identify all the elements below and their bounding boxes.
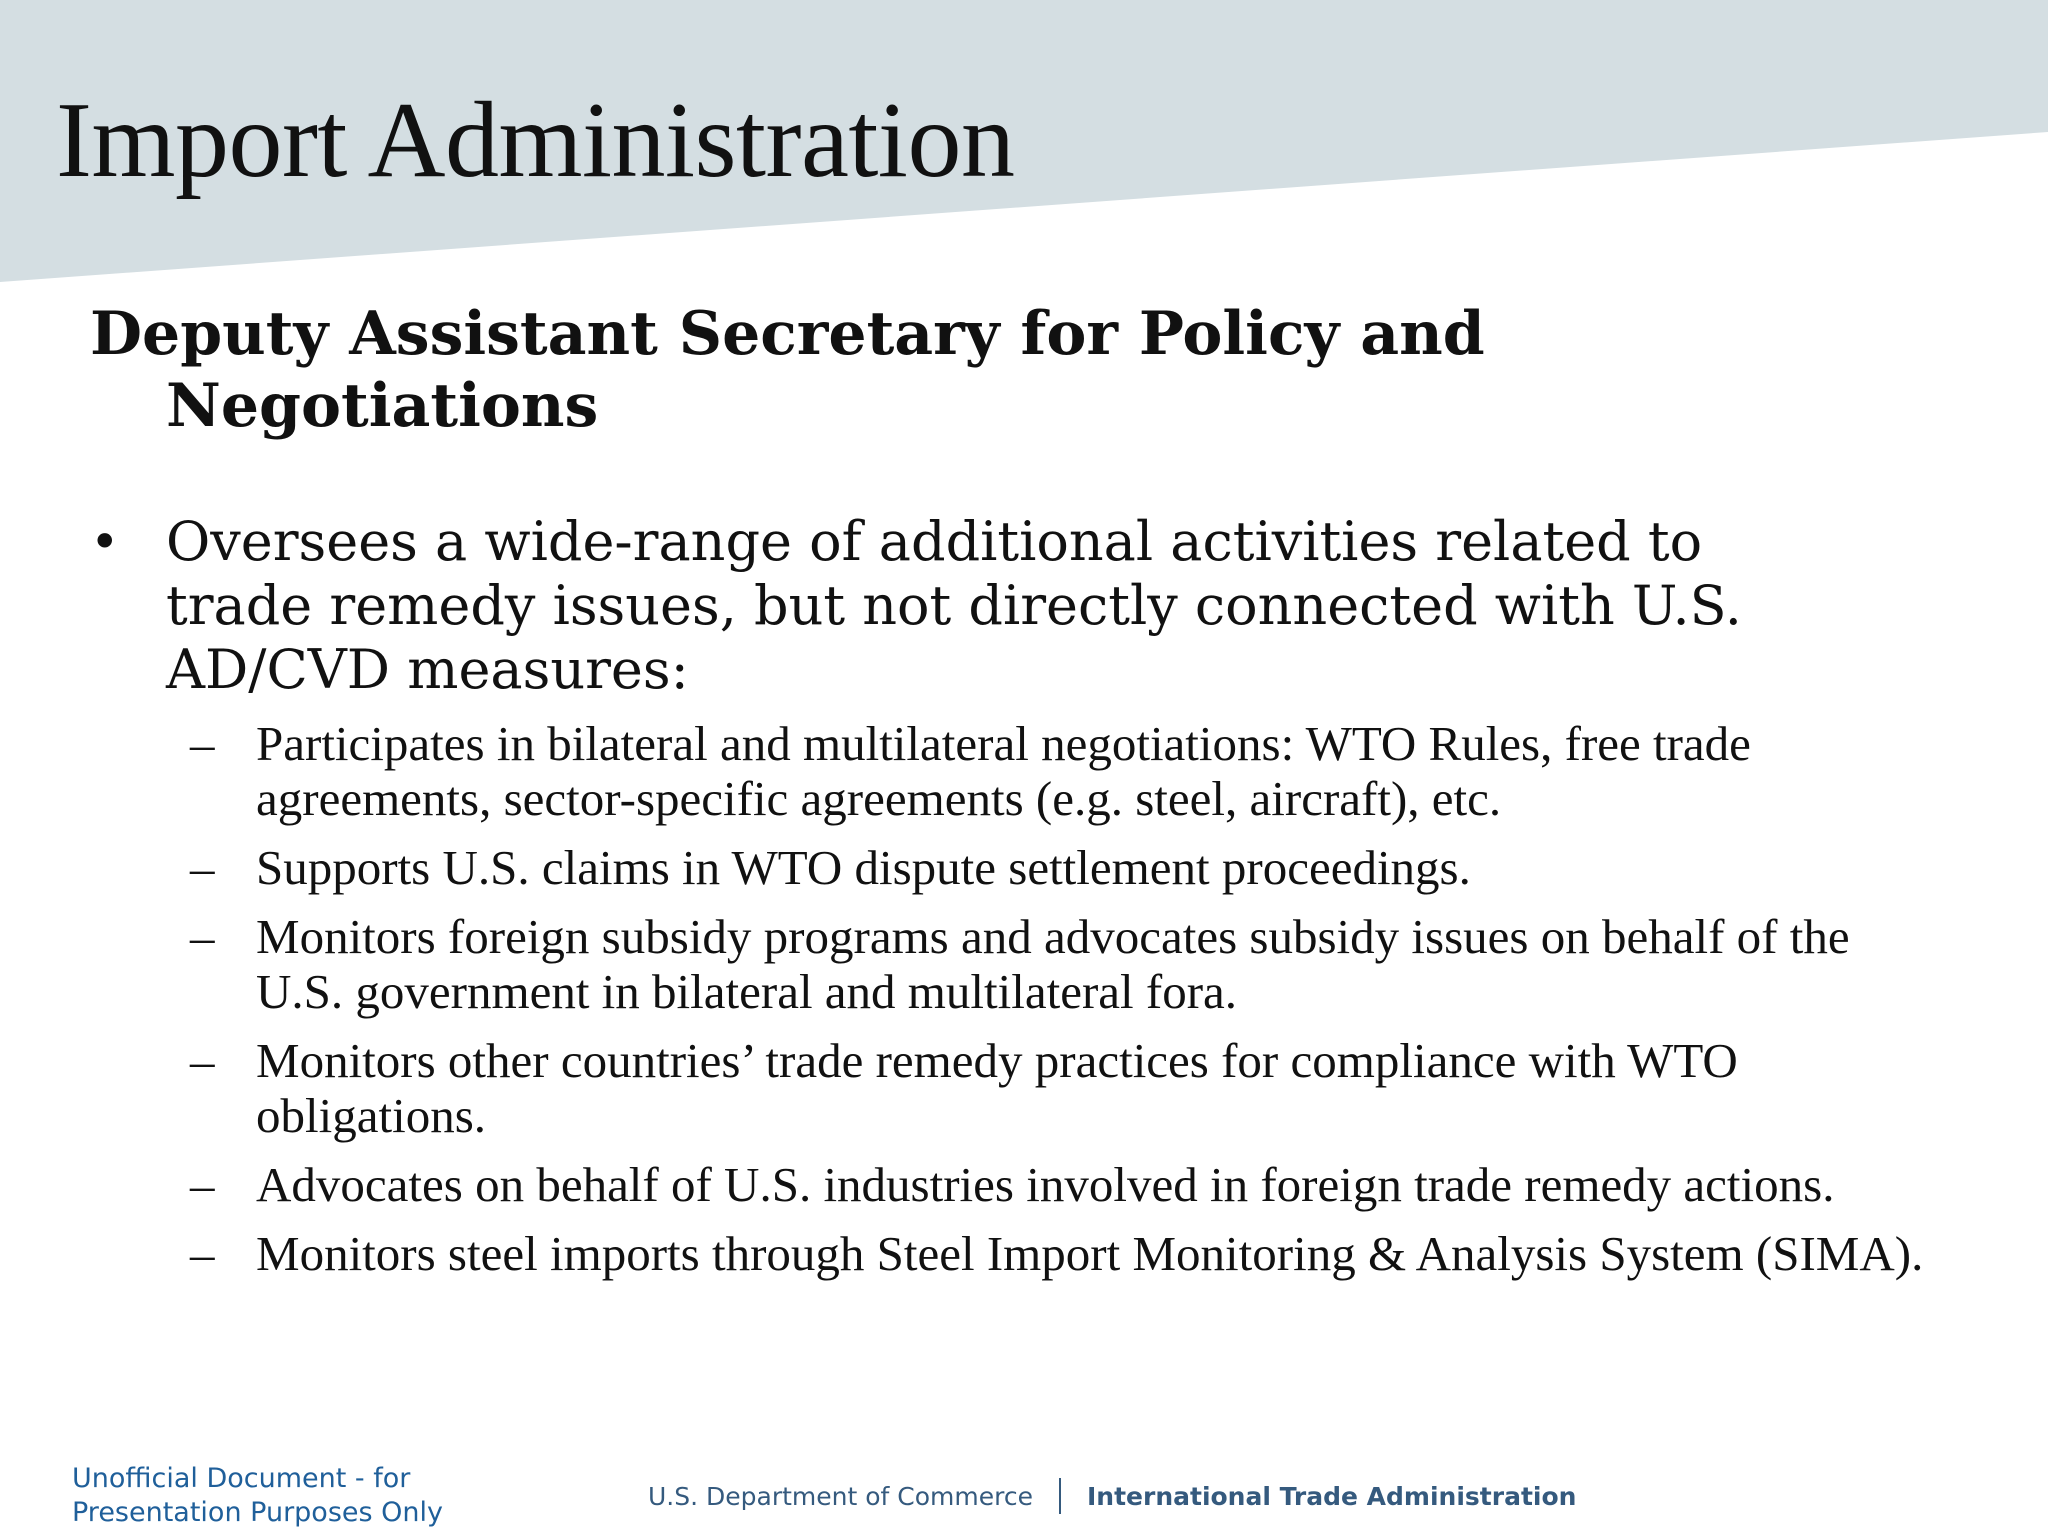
sub-bullet-text: Monitors other countries’ trade remedy practices for compliance with WTO obligations. <box>256 1033 1738 1143</box>
sub-bullet-item <box>190 716 1940 826</box>
footer-branding <box>648 1478 1576 1514</box>
sub-bullet-item <box>190 840 1940 895</box>
main-bullet-list <box>90 510 1790 702</box>
sub-bullet-text: Monitors foreign subsidy programs and advocates subsidy issues on behalf of the U.S. government in bilateral and multilateral fora. <box>256 909 1850 1019</box>
dash-icon: – <box>190 716 215 771</box>
disclaimer-line-2: Presentation Purposes Only <box>72 1497 443 1528</box>
sub-bullet-item <box>190 1033 1940 1143</box>
slide-title: Import Administration <box>56 81 1015 200</box>
dash-icon: – <box>190 1157 215 1212</box>
main-bullet <box>90 510 1790 702</box>
sub-bullet-item <box>190 909 1940 1019</box>
dash-icon: – <box>190 1033 215 1088</box>
sub-bullet-list <box>190 716 1940 1295</box>
agency-name: International Trade Administration <box>1086 1481 1577 1511</box>
sub-bullet-item <box>190 1157 1940 1212</box>
sub-bullet-text: Advocates on behalf of U.S. industries involved in foreign trade remedy actions. <box>256 1157 1835 1212</box>
sub-bullet-text: Participates in bilateral and multilateral negotiations: WTO Rules, free trade agreements, sector-specific agreements (e.g. steel, aircraft), etc. <box>256 716 1751 826</box>
disclaimer-line-1: Unofficial Document - for <box>72 1463 411 1494</box>
dash-icon: – <box>190 1226 215 1281</box>
footer-divider <box>1059 1478 1061 1514</box>
dash-icon: – <box>190 840 215 895</box>
sub-bullet-text: Monitors steel imports through Steel Import Monitoring & Analysis System (SIMA). <box>256 1226 1924 1281</box>
main-bullet-text: Oversees a wide-range of additional activities related to trade remedy issues, but not directly connected with U.S. AD/CVD measures: <box>166 510 1742 701</box>
footer-disclaimer <box>72 1462 443 1530</box>
bullet-dot-icon: • <box>90 513 120 571</box>
dash-icon: – <box>190 909 215 964</box>
sub-bullet-text: Supports U.S. claims in WTO dispute settlement proceedings. <box>256 840 1471 895</box>
slide-subtitle: Deputy Assistant Secretary for Policy and Negotiations <box>90 299 1485 441</box>
department-name: U.S. Department of Commerce <box>648 1481 1033 1511</box>
sub-bullet-item <box>190 1226 1940 1281</box>
